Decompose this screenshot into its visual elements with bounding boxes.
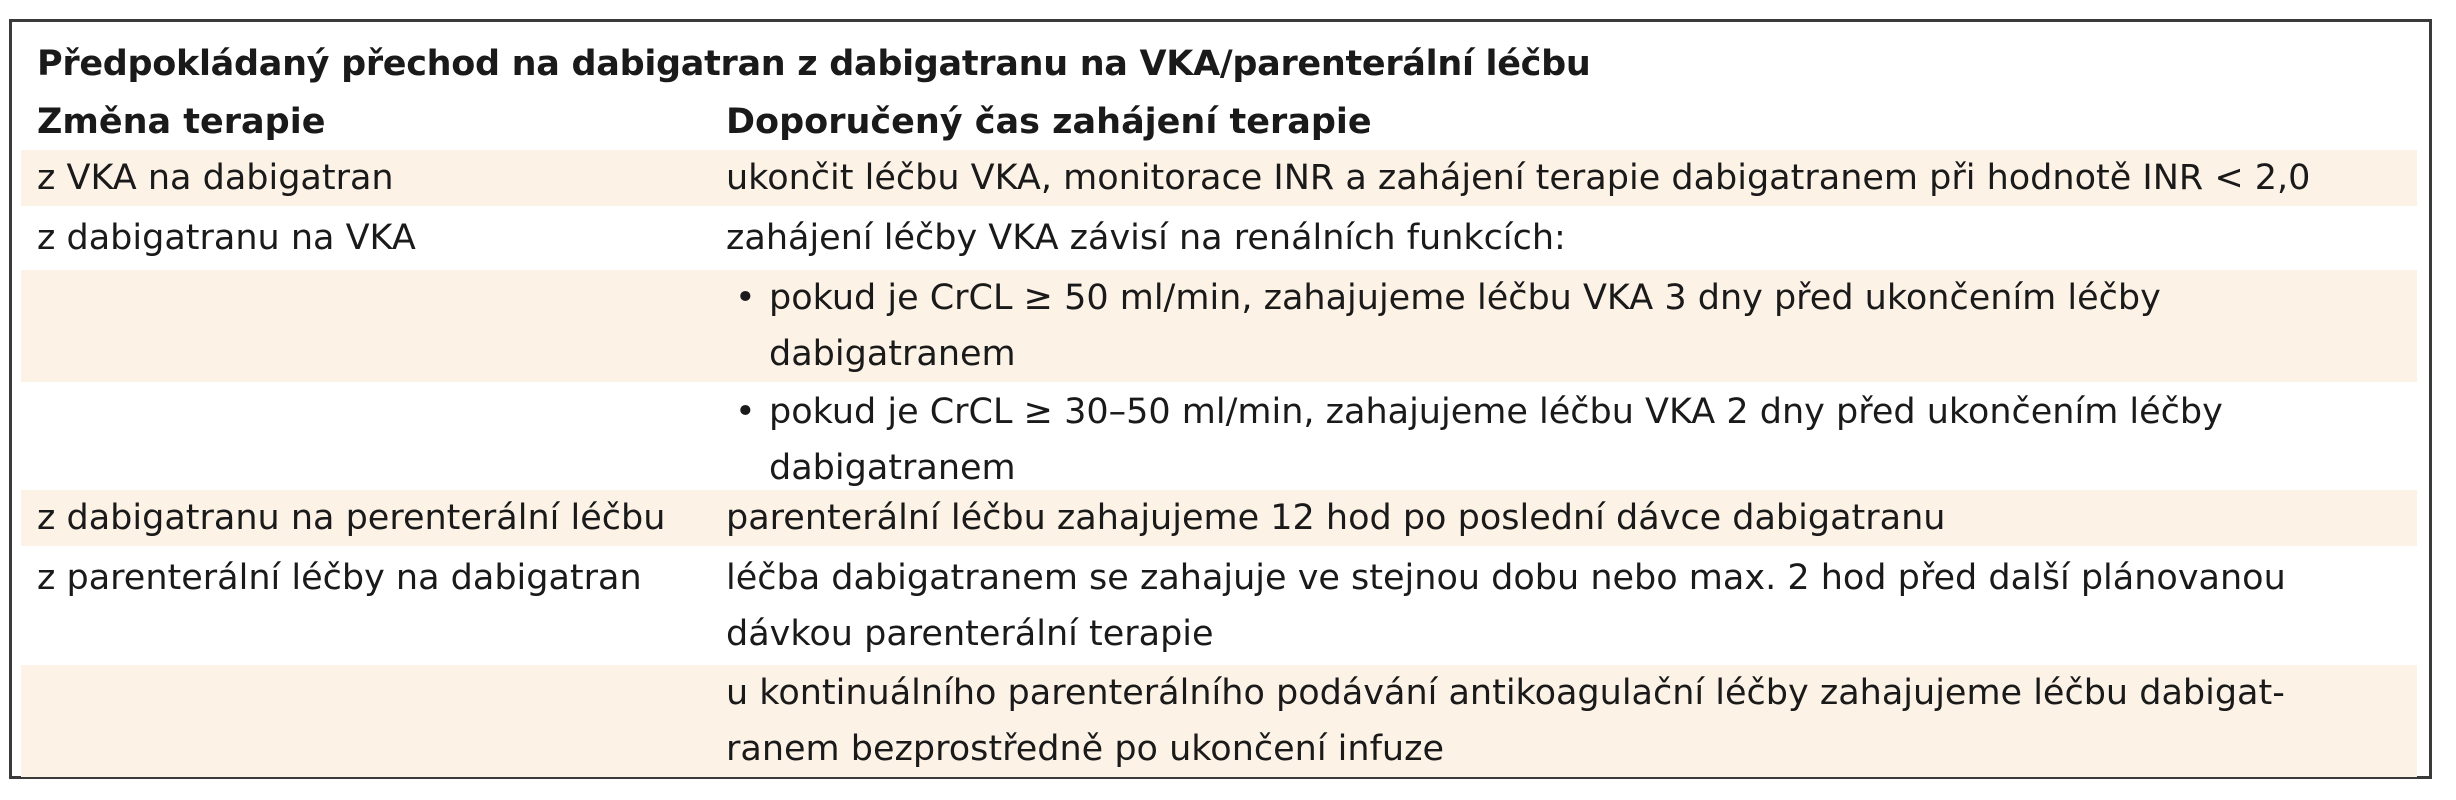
table-row bbox=[21, 490, 2417, 546]
table-row bbox=[21, 550, 2417, 662]
column-header-time: Doporučený čas zahájení terapie bbox=[726, 102, 1372, 142]
table-row bbox=[21, 210, 2417, 266]
row-recommendation-line: u kontinuálního parenterálního podávání antikoagulační léčby zahajujeme léčbu dabigat- bbox=[726, 673, 2285, 713]
row-recommendation-line: ranem bezprostředně po ukončení infuze bbox=[726, 729, 1444, 769]
row-recommendation-line: pokud je CrCL ≥ 30–50 ml/min, zahajujeme léčbu VKA 2 dny před ukončením léčby bbox=[769, 392, 2223, 432]
column-header-change: Změna terapie bbox=[37, 102, 326, 142]
row-change-label: z VKA na dabigatran bbox=[37, 158, 394, 198]
table-header-row bbox=[21, 98, 2417, 148]
row-recommendation-line: dabigatranem bbox=[769, 334, 1016, 374]
table-title: Předpokládaný přechod na dabigatran z dabigatranu na VKA/parenterální léčbu bbox=[37, 44, 1591, 84]
row-recommendation-line: dabigatranem bbox=[769, 448, 1016, 488]
row-recommendation-line: léčba dabigatranem se zahajuje ve stejnou dobu nebo max. 2 hod před další plánovanou bbox=[726, 558, 2286, 598]
bullet-point: • bbox=[735, 392, 756, 432]
row-recommendation: parenterální léčbu zahajujeme 12 hod po poslední dávce dabigatranu bbox=[726, 498, 1946, 538]
bullet-point: • bbox=[735, 278, 756, 318]
row-recommendation-line: pokud je CrCL ≥ 50 ml/min, zahajujeme léčbu VKA 3 dny před ukončením léčby bbox=[769, 278, 2161, 318]
table-row bbox=[21, 150, 2417, 206]
table-row bbox=[21, 384, 2417, 496]
row-recommendation-line: dávkou parenterální terapie bbox=[726, 614, 1214, 654]
row-change-label: z parenterální léčby na dabigatran bbox=[37, 558, 642, 598]
table-row bbox=[21, 665, 2417, 777]
row-recommendation: ukončit léčbu VKA, monitorace INR a zahájení terapie dabigatranem při hodnotě INR < 2,0 bbox=[726, 158, 2311, 198]
row-change-label: z dabigatranu na VKA bbox=[37, 218, 416, 258]
row-recommendation: zahájení léčby VKA závisí na renálních funkcích: bbox=[726, 218, 1566, 258]
row-change-label: z dabigatranu na perenterální léčbu bbox=[37, 498, 666, 538]
table-row bbox=[21, 270, 2417, 382]
